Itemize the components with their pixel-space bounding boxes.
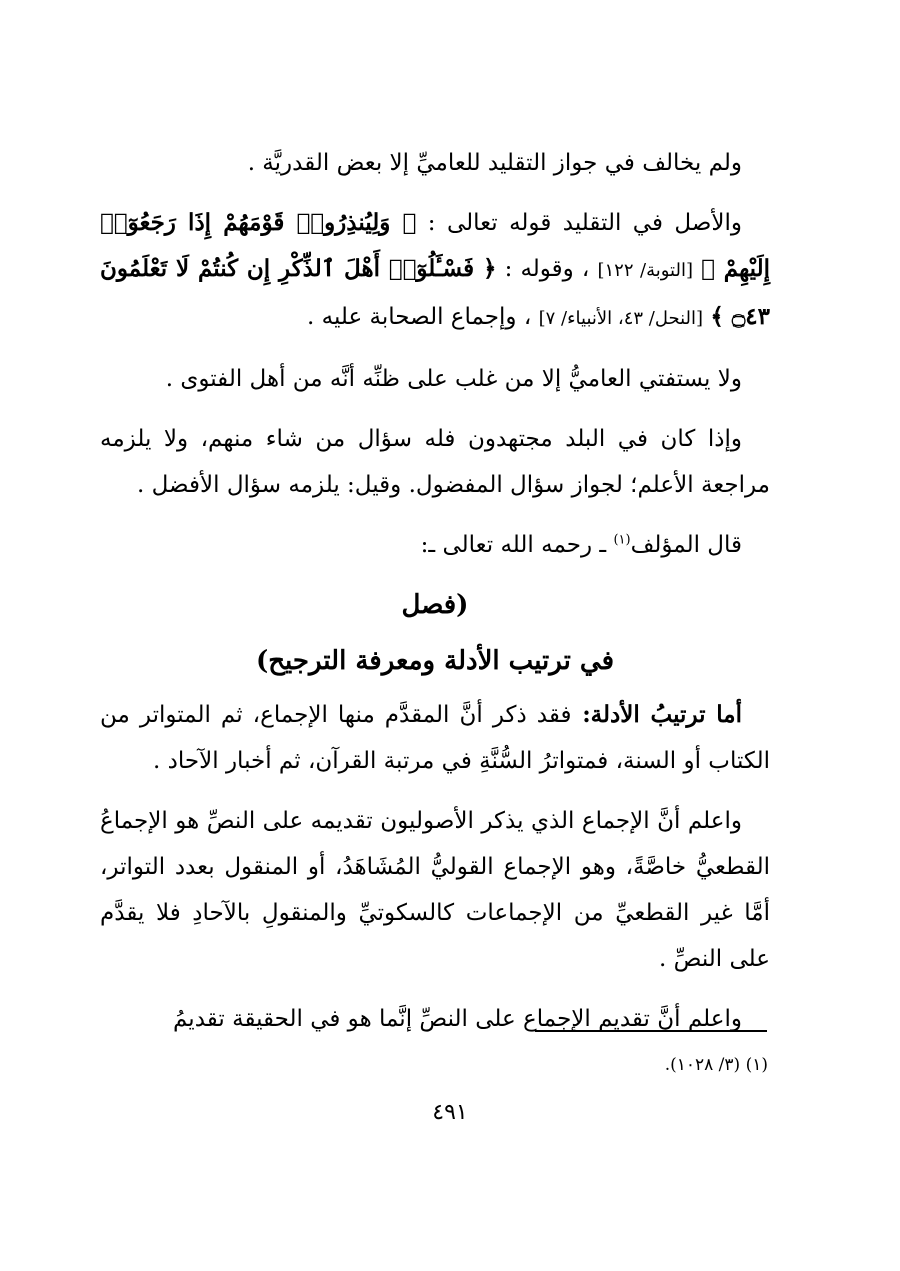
quran-verse-2: ﴿ فَسْـَٔلُوٓا۟ أَهْلَ ٱلذِّكْرِ إِن كُنتُمْ لَا تَعْلَمُونَ ۝٤٣ ﴾ xyxy=(100,255,770,330)
p2-intro: والأصل في التقليد قوله تعالى : xyxy=(416,210,742,236)
paragraph-3: ولا يستفتي العاميُّ إلا من غلب على ظنِّه أنَّه من أهل الفتوى . xyxy=(165,366,742,392)
verse-citation-1: [التوبة/ ١٢٢] xyxy=(597,260,693,281)
paragraph-1: ولم يخالف في جواز التقليد للعاميِّ إلا بعض القدريَّة . xyxy=(247,150,742,176)
paragraph-8: واعلم أنَّ تقديم الإجماع على النصِّ إنَّما هو في الحقيقة تقديمُ xyxy=(172,1006,742,1032)
footnote: (١) (٣/ ١٠٢٨). xyxy=(664,1055,768,1075)
section-subheading: في ترتيب الأدلة ومعرفة الترجيح) xyxy=(255,646,615,676)
paragraph-7: واعلم أنَّ الإجماع الذي يذكر الأصوليون تقديمه على النصِّ هو الإجماعُ القطعيُّ خاصَّةً، وهو الإجماع القوليُّ المُشَاهَدُ، أو المنقول بعدد التواتر، أمَّا غير القطعيِّ من الإجماعات كالسكوتيِّ والمنقولِ بالآحادِ فلا يقدَّم على النصِّ . xyxy=(100,808,770,972)
author-said: قال المؤلف xyxy=(630,532,742,558)
p2-mid: ، وقوله : xyxy=(496,256,590,282)
paragraph-5 xyxy=(100,522,770,568)
author-prayer: ـ رحمه الله تعالى ـ: xyxy=(420,532,614,558)
verse-citation-2: [النحل/ ٤٣، الأنبياء/ ٧] xyxy=(538,308,704,329)
section-heading: (فصل xyxy=(401,590,469,620)
paragraph-2 xyxy=(100,200,770,342)
paragraph-6 xyxy=(100,692,770,784)
footnote-marker: (١) xyxy=(613,532,631,548)
page-number: ٤٩١ xyxy=(432,1100,468,1125)
page-body xyxy=(100,140,770,1056)
p6-rest: فقد ذكر أنَّ المقدَّم منها الإجماع، ثم المتواتر من الكتاب أو السنة، فمتواترُ السُّنَّةِ في مرتبة القرآن، ثم أخبار الآحاد . xyxy=(100,702,770,774)
quran-verse-1: ﴿ وَلِيُنذِرُوا۟ قَوْمَهُمْ إِذَا رَجَعُوٓا۟ إِلَيْهِمْ ﴾ xyxy=(100,209,771,282)
p6-lead: أما ترتيبُ الأدلة: xyxy=(571,701,742,728)
footnote-divider xyxy=(535,1030,767,1032)
p2-end: ، وإجماع الصحابة عليه . xyxy=(307,304,532,330)
paragraph-4: وإذا كان في البلد مجتهدون فله سؤال من شاء منهم، ولا يلزمه مراجعة الأعلم؛ لجواز سؤال المفضول. وقيل: يلزمه سؤال الأفضل . xyxy=(100,426,770,498)
